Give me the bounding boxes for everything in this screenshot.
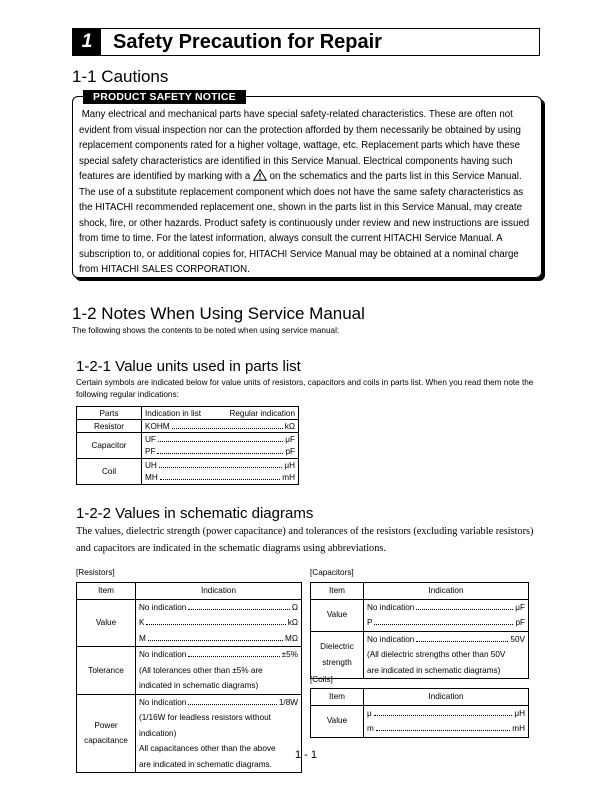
units-row-capacitor: Capacitor <box>77 433 142 459</box>
units-row-coil: Coil <box>77 459 142 485</box>
capacitors-label: [Capacitors] <box>310 568 354 577</box>
safety-notice-label: PRODUCT SAFETY NOTICE <box>83 90 246 104</box>
capacitors-col-item: Item <box>311 583 364 600</box>
resistors-power-indications: No indication 1/8W (1/16W for leadless resistors without indication) All capacitances other than the above are indicated in schematic diagrams. <box>136 694 302 773</box>
units-col-indication: Indication in list Regular indication <box>142 407 299 420</box>
chapter-title: Safety Precaution for Repair <box>113 31 382 53</box>
warning-triangle-icon <box>253 169 267 181</box>
capacitors-dielectric: Dielectric strength <box>311 631 364 679</box>
coils-col-item: Item <box>311 689 364 706</box>
resistors-col-item: Item <box>77 583 136 600</box>
capacitors-value-indications: No indication μF P pF <box>364 599 529 631</box>
schematic-intro: The values, dielectric strength (power capacitance) and tolerances of the resistors (excluding variable resistors) and capacitors are indicated in the schematic diagrams using abbreviations. <box>76 526 534 554</box>
units-table <box>76 406 299 485</box>
units-mh: MH mH <box>142 472 299 485</box>
subsection-heading-units: 1-2-1 Value units used in parts list <box>76 358 301 375</box>
units-uf: UF μF <box>142 433 299 446</box>
resistors-power: Power capacitance <box>77 694 136 773</box>
capacitors-value: Value <box>311 599 364 631</box>
resistors-value: Value <box>77 599 136 647</box>
resistors-table <box>76 582 302 773</box>
capacitors-table <box>310 582 529 679</box>
notice-text-part-1: Many electrical and mechanical parts have special safety-related characteristics. These are often not evident from visual inspection nor can the protection afforded by them necessarily be obtained by using replacement components rated for a higher voltage, wattage, etc. Replacement parts which have these special safety characteristics are identified in this Service Manual. Electrical components having such features are identified by marking with a <box>79 109 521 182</box>
resistors-label: [Resistors] <box>76 568 115 577</box>
chapter-header <box>72 28 540 56</box>
units-col-parts: Parts <box>77 407 142 420</box>
chapter-number: 1 <box>73 29 101 55</box>
coils-label: [Coils] <box>310 675 333 684</box>
capacitors-dielectric-indications: No indication 50V (All dielectric strengths other than 50V are indicated in schematic diagrams) <box>364 631 529 679</box>
coils-col-indication: Indication <box>364 689 529 706</box>
capacitors-col-indication: Indication <box>364 583 529 600</box>
resistors-value-indications: No indication Ω K kΩ M MΩ <box>136 599 302 647</box>
resistors-tolerance: Tolerance <box>77 647 136 695</box>
subsection-heading-schematic: 1-2-2 Values in schematic diagrams <box>76 505 314 522</box>
units-row-resistor: Resistor <box>77 420 142 433</box>
units-pf: PF pF <box>142 446 299 459</box>
coils-value: Value <box>311 705 364 737</box>
units-intro: Certain symbols are indicated below for value units of resistors, capacitors and coils in parts list. When you read them note the following regular indications: <box>76 378 534 399</box>
page-number: 1 - 1 <box>294 749 317 761</box>
resistors-tolerance-indications: No indication ±5% (All tolerances other than ±5% are indicated in schematic diagrams) <box>136 647 302 695</box>
coils-table <box>310 688 529 738</box>
coils-value-indications: μ μH m mH <box>364 705 529 737</box>
section-heading-notes: 1-2 Notes When Using Service Manual <box>72 304 365 323</box>
units-kohm: KOHM kΩ <box>142 420 299 433</box>
notes-intro: The following shows the contents to be noted when using service manual: <box>72 326 340 335</box>
units-uh: UH μH <box>142 459 299 472</box>
section-heading-cautions: 1-1 Cautions <box>72 67 169 86</box>
notice-text-part-2: on the schematics and the parts list in this Service Manual. The use of a substitute replacement component which does not have the same safety characteristics as the HITACHI recommended replacement one, shown in the parts list in this Service Manual, may create shock, fire, or other hazards. Product safety is continuously under review and new instructions are issued from time to time. For the latest information, always consult the current HITACHI Service Manual. A subscription to, or additional copies for, HITACHI Service Manual may be obtained at a nominal charge from HITACHI SALES CORPORATION. <box>79 171 530 275</box>
safety-notice-text <box>79 107 537 278</box>
resistors-col-indication: Indication <box>136 583 302 600</box>
